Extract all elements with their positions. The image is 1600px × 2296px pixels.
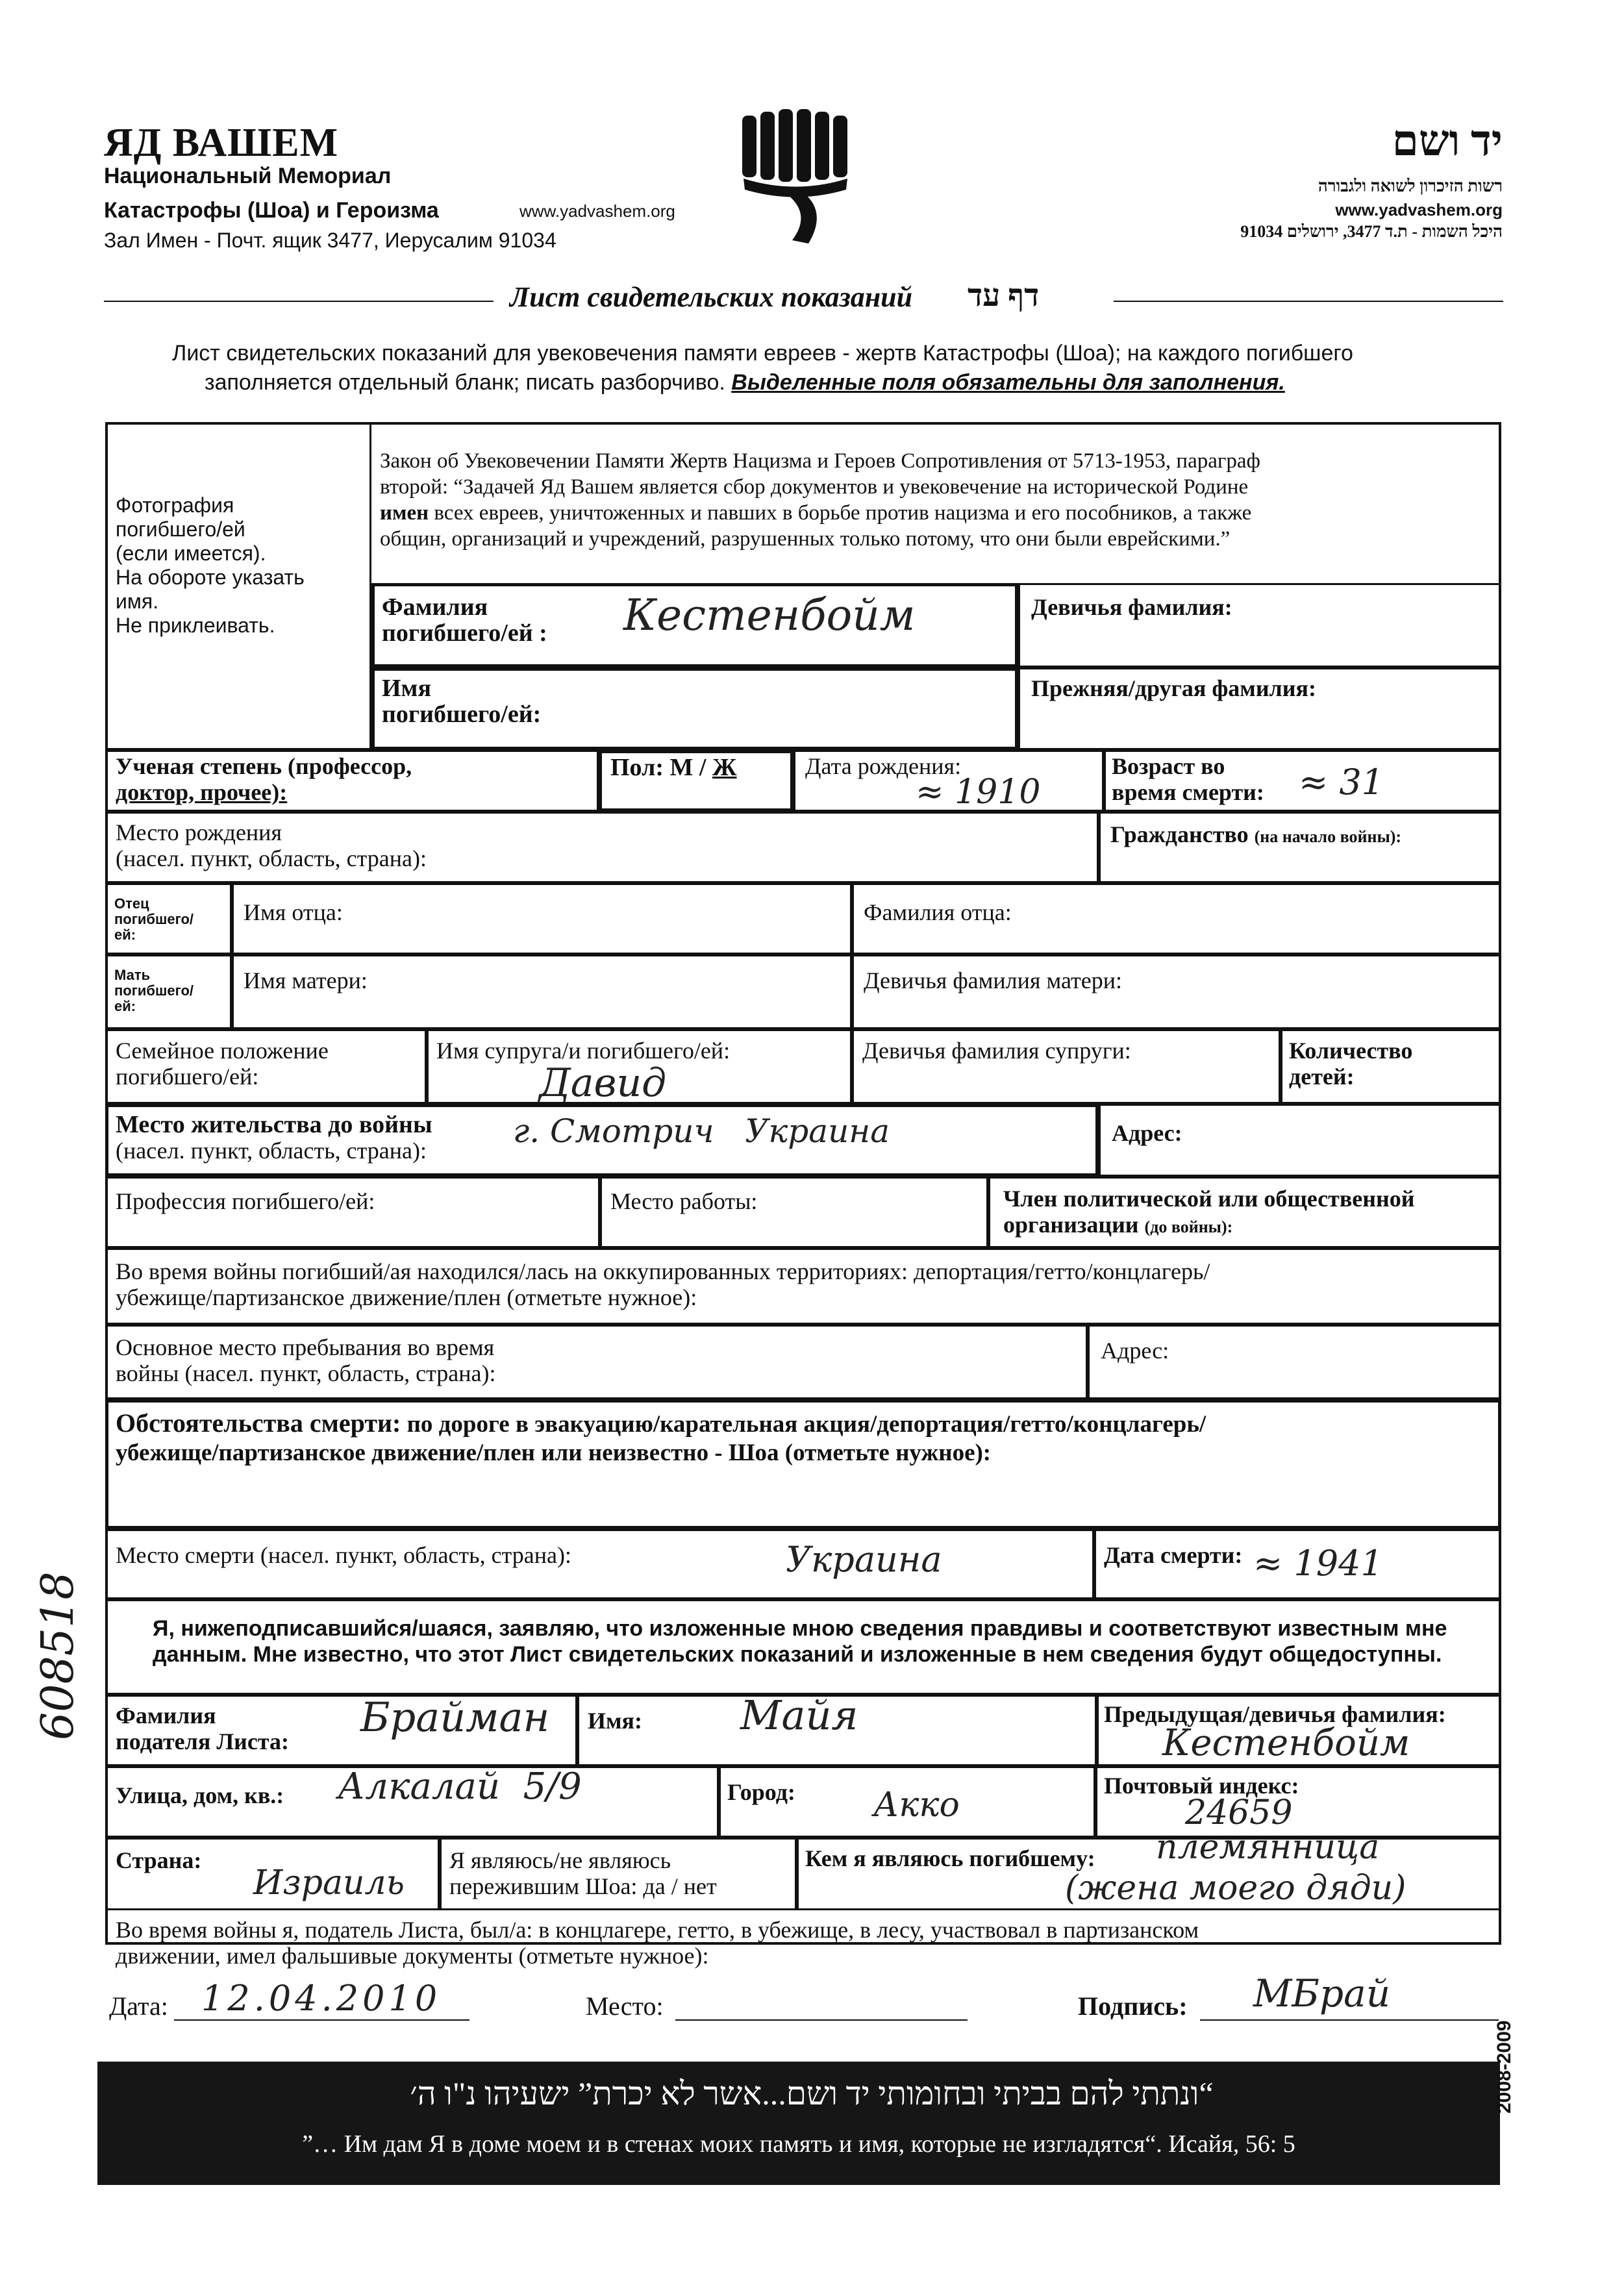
member-label-2: организации [1003, 1212, 1139, 1238]
wartime-line-1: Во время войны погибший/ая находился/лась на оккупированных территориях: депортация/гетто/концлагерь/ [116, 1258, 1210, 1284]
sex-label [610, 755, 737, 780]
during-war-text [116, 1917, 1199, 1969]
father-side [114, 896, 194, 943]
death-circ-bold: Обстоятельства смерти: [116, 1408, 401, 1438]
country-value[interactable]: Израиль [253, 1864, 405, 1903]
age-value[interactable]: ≈ 31 [1299, 762, 1384, 803]
address-label: Адрес: [1112, 1120, 1182, 1146]
age-label-1: Возраст во [1112, 753, 1225, 779]
father-side-2: погибшего/ [114, 911, 194, 927]
banner-ru: ”… Им дам Я в доме моем и в стенах моих память и имя, которые не изгладятся“. Исайя, 56: 5 [302, 2130, 1295, 2158]
signature-label: Подпись: [1078, 1991, 1188, 2021]
children-label [1289, 1038, 1412, 1090]
prev-surname-label: Прежняя/другая фамилия: [1031, 675, 1316, 701]
residence-label [116, 1112, 432, 1164]
children-label-1: Количество [1289, 1038, 1413, 1064]
wartime-text [116, 1258, 1210, 1310]
age-label-2: время смерти: [1112, 779, 1264, 805]
date-label: Дата: [109, 1991, 168, 2021]
birth-value[interactable]: ≈ 1910 [916, 773, 1041, 812]
death-date-label: Дата смерти: [1104, 1542, 1243, 1568]
father-name-label: Имя отца: [244, 899, 343, 925]
maiden-label: Девичья фамилия: [1031, 594, 1232, 620]
sub-surname-label-1: Фамилия [116, 1703, 216, 1728]
mother-side-2: погибшего/ [114, 982, 194, 999]
city-value[interactable]: Акко [873, 1786, 960, 1825]
during-war-line-2: движении, имел фальшивые документы (отметьте нужное): [116, 1943, 709, 1969]
year-side: 2008-2009 [1494, 2020, 1515, 2114]
relation-value-2[interactable]: (жена моего дяди) [1065, 1869, 1406, 1908]
member-label-1: Член политической или общественной [1003, 1186, 1415, 1212]
margin-number: 608518 [32, 1571, 84, 1740]
sex-value[interactable]: Ж [712, 754, 737, 781]
law-line-2: второй: “Задачей Яд Вашем является сбор документов и увековечение на исторической Родине [380, 475, 1249, 499]
sub-prev-label: Предыдущая/девичья фамилия: [1104, 1701, 1446, 1727]
birthplace-label [116, 819, 427, 871]
spouse-label: Имя супруга/и погибшего/ей: [436, 1038, 731, 1064]
heb-address: היכל השמות - ת.ד 3477, ירושלים 91034 [1240, 222, 1503, 241]
survivor-label-1: Я являюсь/не являюсь [449, 1847, 671, 1873]
name-label-1: Имя [382, 675, 431, 702]
profession-label: Профессия погибшего/ей: [116, 1188, 375, 1214]
banner-heb: “ונתתי להם בביתי ובחומותי יד ושם...אשר לא יכרת” ישעיהו נ"ו ה׳ [410, 2075, 1214, 2112]
degree-label [116, 753, 412, 805]
sub-name-label: Имя: [588, 1708, 642, 1734]
sub-surname-label-2: подателя Листа: [116, 1728, 289, 1754]
photo-text-3: (если имеется). [116, 542, 266, 565]
residence-label-1: Место жительства до войны [116, 1111, 432, 1138]
website-right: www.yadvashem.org [1335, 200, 1503, 219]
law-line-1: Закон об Увековечении Памяти Жертв Нацизма и Героев Сопротивления от 5713-1953, параграф [380, 449, 1260, 473]
name-label-2: погибшего/ей: [382, 701, 542, 728]
intro-line1: Лист свидетельских показаний для увековечения памяти евреев - жертв Катастрофы (Шоа); на каждого погибшего [172, 341, 1353, 366]
spouse-maiden-label: Девичья фамилия супруги: [862, 1038, 1131, 1064]
mother-side [114, 967, 194, 1014]
citizenship-label [1110, 821, 1401, 847]
country-label: Страна: [116, 1847, 202, 1873]
signature-value[interactable]: МБрай [1253, 1971, 1391, 2015]
law-line-3 [380, 500, 1260, 526]
heb-line1: רשות הזיכרון לשואה ולגבורה [1318, 177, 1503, 195]
degree-label-2: доктор, прочее): [116, 779, 288, 805]
during-war-line-1: Во время войны я, податель Листа, был/а: в концлагере, гетто, в убежище, в лесу, участвовал в партизанском [116, 1917, 1199, 1943]
death-circ-text [116, 1409, 1206, 1467]
date-underline [174, 2019, 469, 2021]
law-line-3-text: всех евреев, уничтоженных и павших в борьбе против нацизма и его пособников, а также [434, 501, 1252, 525]
birth-label: Дата рождения: [805, 753, 962, 779]
city-label: Город: [727, 1779, 795, 1805]
death-date-value[interactable]: ≈ 1941 [1253, 1543, 1383, 1584]
main-place-address-label: Адрес: [1101, 1338, 1169, 1364]
mother-side-1: Мать [114, 967, 151, 983]
heb-title: יד ושם [1392, 118, 1503, 165]
death-place-value[interactable]: Украина [786, 1539, 942, 1580]
mother-maiden-label: Девичья фамилия матери: [864, 967, 1123, 993]
age-label [1112, 753, 1264, 805]
family-label [116, 1038, 329, 1090]
residence-value[interactable]: г. Смотрич Украина [513, 1112, 890, 1150]
place-underline [675, 2019, 968, 2021]
workplace-label: Место работы: [610, 1188, 758, 1214]
intro-line2-text: заполняется отдельный бланк; писать разборчиво. [205, 370, 725, 395]
intro-line2 [205, 370, 1285, 395]
relation-label: Кем я являюсь погибшему: [805, 1845, 1095, 1871]
death-place-label: Место смерти (насел. пункт, область, страна): [116, 1542, 571, 1568]
photo-text-4: На обороте указать [116, 566, 305, 589]
photo-box-text [116, 493, 305, 638]
member-label [1003, 1186, 1414, 1238]
menorah-logo [731, 104, 860, 253]
form-title-heb: דף עד [968, 279, 1040, 313]
street-value[interactable]: Алкалай 5/9 [338, 1766, 582, 1808]
member-note: (до войны): [1144, 1217, 1233, 1236]
website-left: www.yadvashem.org [519, 201, 675, 221]
survivor-label-2: пережившим Шоа: да / нет [449, 1873, 717, 1899]
family-label-2: погибшего/ей: [116, 1064, 259, 1090]
mother-name-label: Имя матери: [244, 967, 368, 993]
main-place-label-1: Основное место пребывания во время [116, 1334, 495, 1360]
wartime-line-2: убежище/партизанское движение/плен (отметьте нужное): [116, 1284, 697, 1310]
relation-value-1[interactable]: племянница [1156, 1828, 1380, 1867]
birthplace-label-2: (насел. пункт, область, страна): [116, 845, 427, 871]
sub-surname-value[interactable]: Брайман [360, 1693, 550, 1741]
main-place-label-2: войны (насел. пункт, область, страна): [116, 1360, 496, 1386]
father-surname-label: Фамилия отца: [864, 899, 1012, 925]
address-text: Зал Имен - Почт. ящик 3477, Иерусалим 91034 [104, 229, 556, 252]
signature-underline [1200, 2019, 1499, 2021]
citizenship-note: (на начало войны): [1254, 827, 1402, 846]
declaration-text [153, 1616, 1447, 1667]
name-label [382, 675, 541, 727]
residence-label-2: (насел. пункт, область, страна): [116, 1138, 427, 1164]
photo-text-2: погибшего/ей [116, 518, 245, 541]
father-side-1: Отец [114, 895, 149, 912]
surname-label-1: Фамилия [382, 593, 488, 621]
title-rule-left [104, 301, 494, 302]
father-side-3: ей: [114, 927, 136, 943]
zip-value[interactable]: 24659 [1185, 1793, 1293, 1832]
children-label-2: детей: [1289, 1064, 1355, 1090]
declaration-line-2: данным. Мне известно, что этот Лист свидетельских показаний и изложенные в нем сведения будут общедоступны. [153, 1642, 1442, 1667]
mother-side-3: ей: [114, 998, 136, 1014]
surname-label-2: погибшего/ей : [382, 619, 547, 647]
sub-prev-value[interactable]: Кестенбойм [1162, 1722, 1410, 1764]
sex-label-text: Пол: М / [610, 754, 706, 781]
surname-value[interactable]: Кестенбойм [623, 590, 916, 640]
main-place-label [116, 1334, 496, 1386]
form-title: Лист свидетельских показаний [510, 281, 913, 313]
death-circ-line-1: по дороге в эвакуацию/карательная акция/депортация/гетто/концлагерь/ [401, 1411, 1206, 1438]
law-line-4: общин, организаций и учреждений, разрушенных только потому, что они были еврейскими.” [380, 527, 1231, 551]
address-line [104, 229, 556, 253]
death-circ-line-2: убежище/партизанское движение/плен или неизвестно - Шоа (отметьте нужное): [116, 1440, 992, 1466]
org-line1: Национальный Мемориал [104, 164, 392, 188]
family-label-1: Семейное положение [116, 1038, 329, 1064]
law-text [380, 448, 1260, 552]
zip-label: Почтовый индекс: [1104, 1773, 1299, 1799]
date-value[interactable]: 12.04.2010 [201, 1978, 442, 2019]
org-title: ЯД ВАШЕМ [104, 121, 339, 165]
degree-label-1: Ученая степень (профессор, [116, 753, 412, 779]
birthplace-label-1: Место рождения [116, 819, 282, 845]
sub-surname-label [116, 1703, 289, 1754]
photo-text-6: Не приклеивать. [116, 614, 275, 637]
declaration-line-1: Я, нижеподписавшийся/шаяся, заявляю, что изложенные мною сведения правдивы и соответствуют известным мне [153, 1616, 1447, 1641]
surname-label [382, 594, 547, 646]
law-bold-word: имен [380, 501, 429, 525]
intro-required: Выделенные поля обязательны для заполнения. [731, 370, 1285, 395]
title-rule-right [1114, 301, 1503, 302]
street-label: Улица, дом, кв.: [116, 1782, 284, 1808]
place-label: Место: [586, 1991, 664, 2021]
photo-text-1: Фотография [116, 493, 234, 517]
citizenship-label-text: Гражданство [1110, 821, 1249, 847]
spouse-value[interactable]: Давид [539, 1060, 667, 1106]
sub-name-value[interactable]: Майя [740, 1691, 858, 1739]
photo-text-5: имя. [116, 590, 159, 613]
org-line2: Катастрофы (Шоа) и Героизма [104, 198, 439, 223]
survivor-label [449, 1847, 717, 1899]
